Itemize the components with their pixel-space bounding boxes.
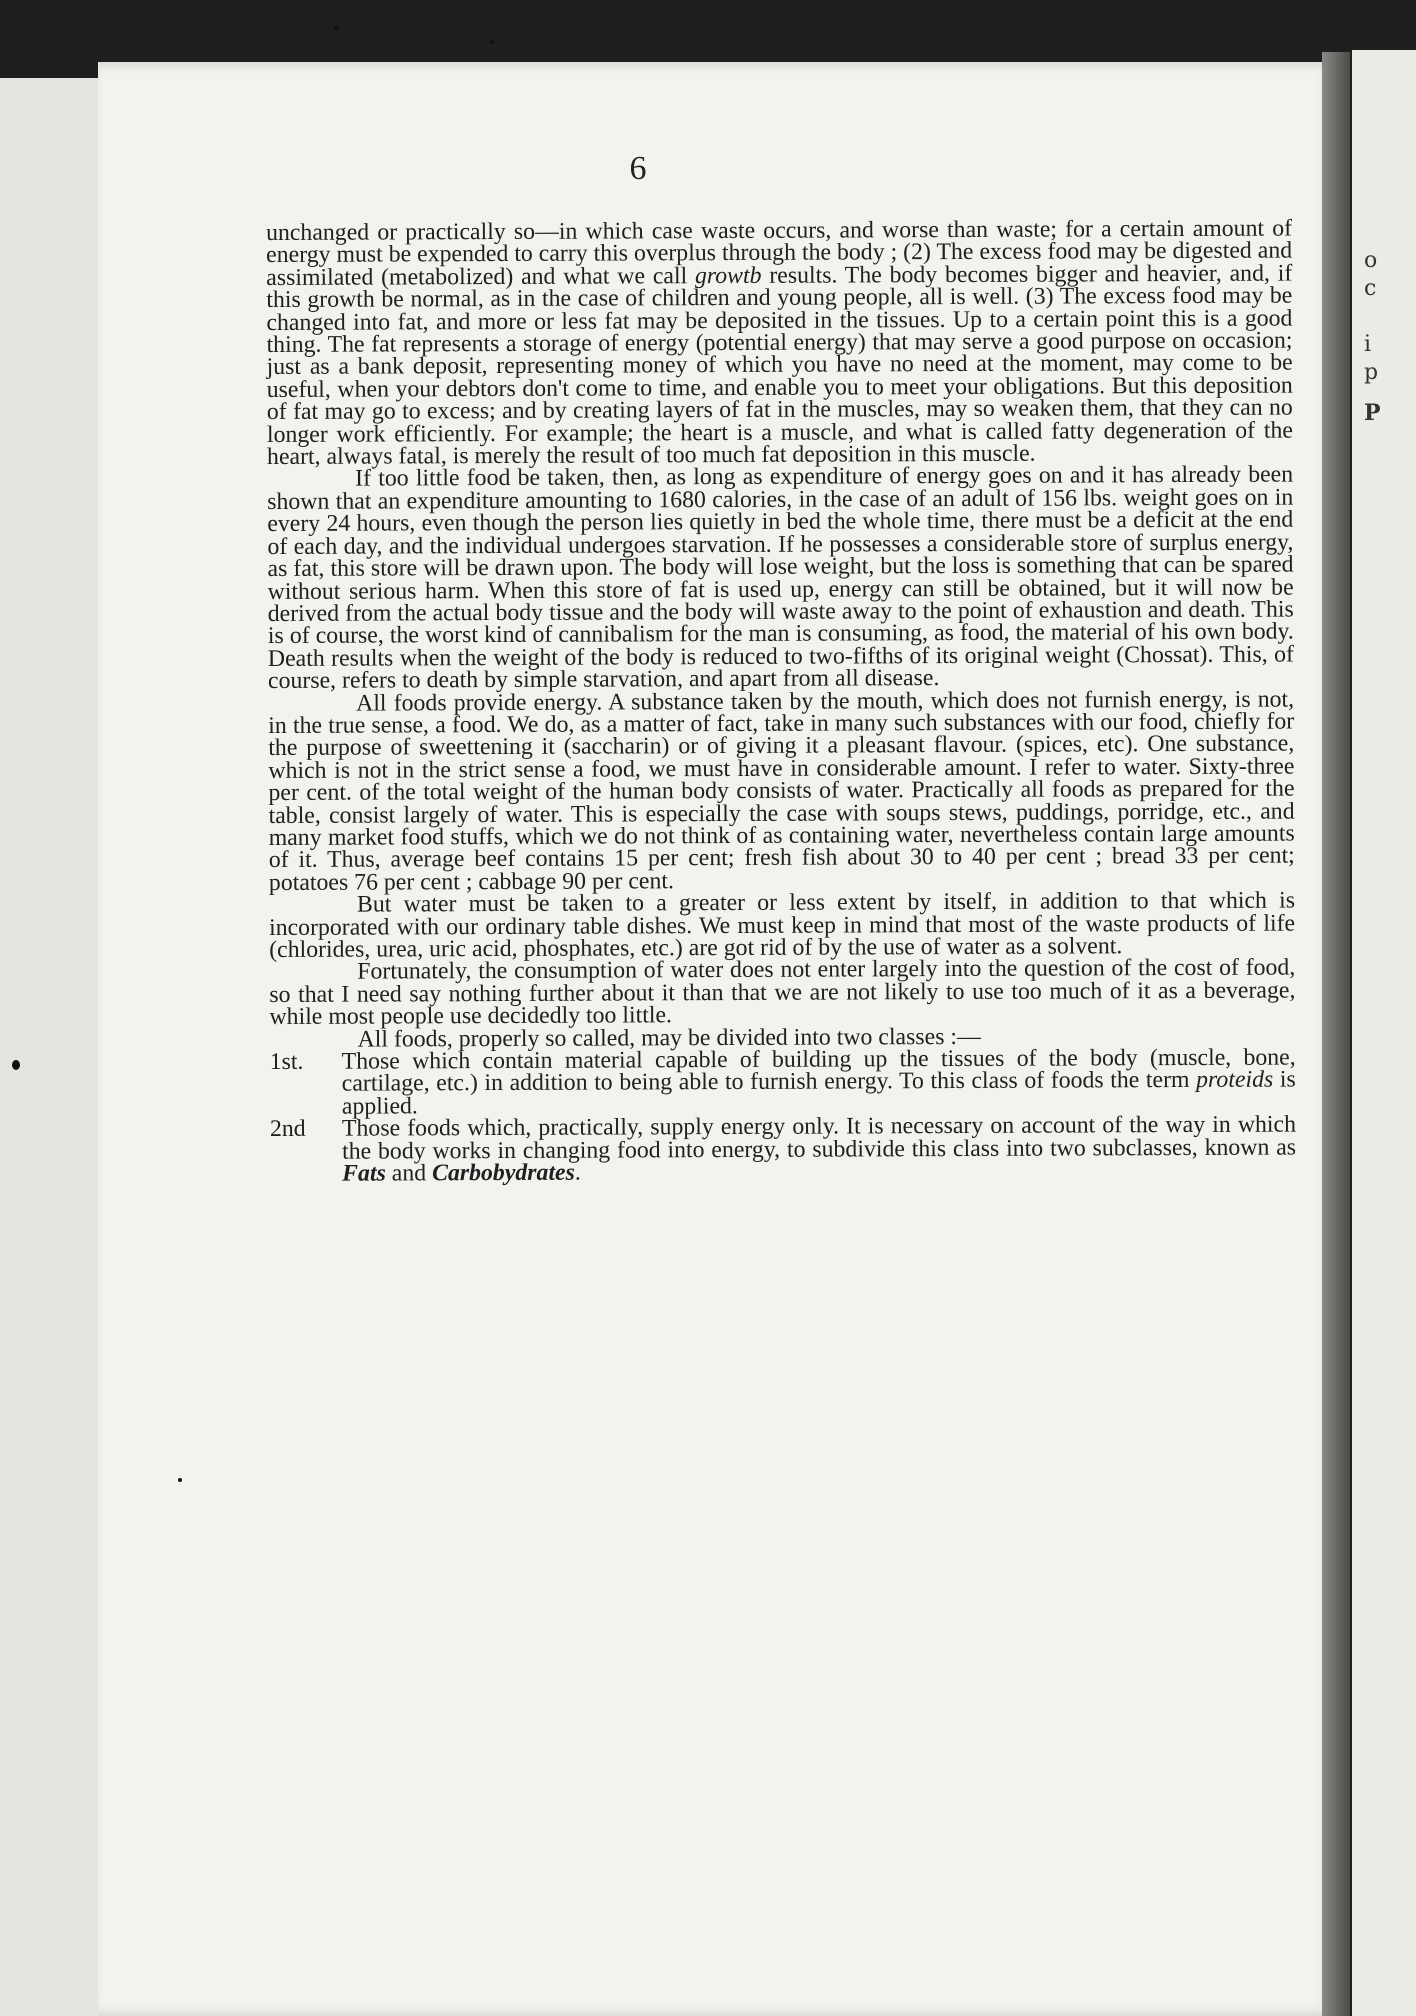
page-body-text xyxy=(265,215,1297,1187)
paragraph: All foods provide energy. A substance taken by the mouth, which does not furnish energy, is not, in the true sense, a food. We do, as a matter of fact, take in many such substances with our food, chiefly for the purpose of sweettening it (saccharin) or of giving it a pleasant flavour. (spices, etc). One substance, which is not in the strict sense a food, we must have in considerable amount. I refer to water. Sixty-three per cent. of the total weight of the human body consists of water. Practically all foods as prepared for the table, consist largely of water. This is especially the case with soups stews, puddings, porridge, etc., and many market food stuffs, which we do not think of as containing water, nevertheless contain large amounts of it. Thus, average beef contains 15 per cent; fresh fish about 30 to 40 per cent ; bread 33 per cent; potatoes 76 per cent ; cabbage 90 per cent. xyxy=(268,686,1295,896)
next-page-fragment: o xyxy=(1364,248,1378,273)
class-description xyxy=(341,1044,1296,1120)
paragraph: If too little food be taken, then, as long as expenditure of energy goes on and it has already been shown that an expenditure amounting to 1680 calories, in the case of an adult of 156 lbs. weight goes on in every 24 hours, even though the person lies quietly in bed the whole time, there must be a deficit at the end of each day, and the individual undergoes starvation. If he possesses a considerable store of surplus energy, as fat, this store will be drawn upon. The body will lose weight, but the loss is something that can be spared without serious harm. When this store of fat is used up, energy can still be obtained, but it will now be derived from the actual body tissue and the body will waste away to the point of exhaustion and death. This is of course, the worst kind of cannibalism for the man is consuming, as food, the material of his own body. Death results when the weight of the body is reduced to two-fifths of its original weight (Chossat). This, of course, refers to death by simple starvation, and apart from all disease. xyxy=(267,461,1294,695)
food-class-item xyxy=(269,1044,1296,1120)
class-description xyxy=(341,1111,1297,1187)
next-page-fragment: i xyxy=(1364,332,1372,357)
class-number: 2nd xyxy=(269,1116,306,1143)
scan-speck xyxy=(12,1060,20,1070)
next-page-edge xyxy=(1352,50,1416,2016)
class-text: Those which contain material capable of building up the tissues of the body (muscle, bone, cartilage, etc.) in addition to being able to furnish energy. To this class of foods the term xyxy=(341,1044,1296,1098)
scan-speck xyxy=(334,26,339,31)
page-number: 6 xyxy=(629,150,647,187)
scan-speck xyxy=(490,40,494,44)
scan-speck xyxy=(178,1478,182,1482)
class-text: and xyxy=(385,1160,433,1187)
emphasized-term: growtb xyxy=(694,262,762,289)
emphasized-term: Carbobydrates xyxy=(432,1159,575,1187)
class-text: is applied. xyxy=(341,1066,1296,1120)
page-gutter-shadow xyxy=(1322,52,1350,2016)
paragraph-text: results. The body becomes bigger and heavier, and, if this growth be normal, as in the case of children and young people, all is well. (3) The excess food may be changed into fat, and more or less fat may be deposited in the tissues. Up to a certain point this is a good thing. The fat represents a storage of energy (potential energy) that may serve a good purpose on occasion; just as a bank deposit, representing money of which you have no need at the moment, may come to be useful, when your debtors don't come to time, and enable you to meet your obligations. But this deposition of fat may go to excess; and by creating layers of fat in the muscles, may so weaken them, that they can no longer work efficiently. For example; the heart is a muscle, and what is called fatty degeneration of the heart, always fatal, is merely the result of too much fat deposition in this muscle. xyxy=(266,260,1293,471)
paragraph: All foods, properly so called, may be divided into two classes :— xyxy=(357,1023,981,1053)
paragraph: But water must be taken to a greater or less extent by itself, in addition to that which is incorporated with our ordinary table dishes. We must keep in mind that most of the waste products of life (chlorides, urea, uric acid, phosphates, etc.) are got rid of by the use of water as a solvent. xyxy=(269,887,1296,963)
emphasized-term: proteids xyxy=(1196,1067,1274,1094)
next-page-fragment: c xyxy=(1364,276,1377,301)
previous-page-edge xyxy=(0,78,100,2016)
paragraph: Fortunately, the consumption of water does not enter largely into the question of the cost of food, so that I need say nothing further about it than that we are not likely to use too much of it as a beverage, while most people use decidedly too little. xyxy=(269,954,1296,1031)
class-number: 1st. xyxy=(269,1048,304,1076)
next-page-fragment: p xyxy=(1364,360,1379,385)
next-page-fragment: P xyxy=(1364,400,1381,426)
class-text: Those foods which, practically, supply energy only. It is necessary on account of the way in which the body works in changing food into energy, to subdivide this class into two subclasses, known as xyxy=(341,1111,1297,1165)
class-text: . xyxy=(574,1159,581,1186)
food-class-item xyxy=(269,1111,1297,1187)
paragraph xyxy=(265,215,1293,471)
paragraph-text: unchanged or practically so—in which case waste occurs, and worse than waste; for a certain amount of energy must be expended to carry this overplus through the body ; (2) The excess food may be digested and assimilated (metabolized) and what we call xyxy=(265,215,1293,291)
emphasized-term: Fats xyxy=(342,1160,386,1187)
